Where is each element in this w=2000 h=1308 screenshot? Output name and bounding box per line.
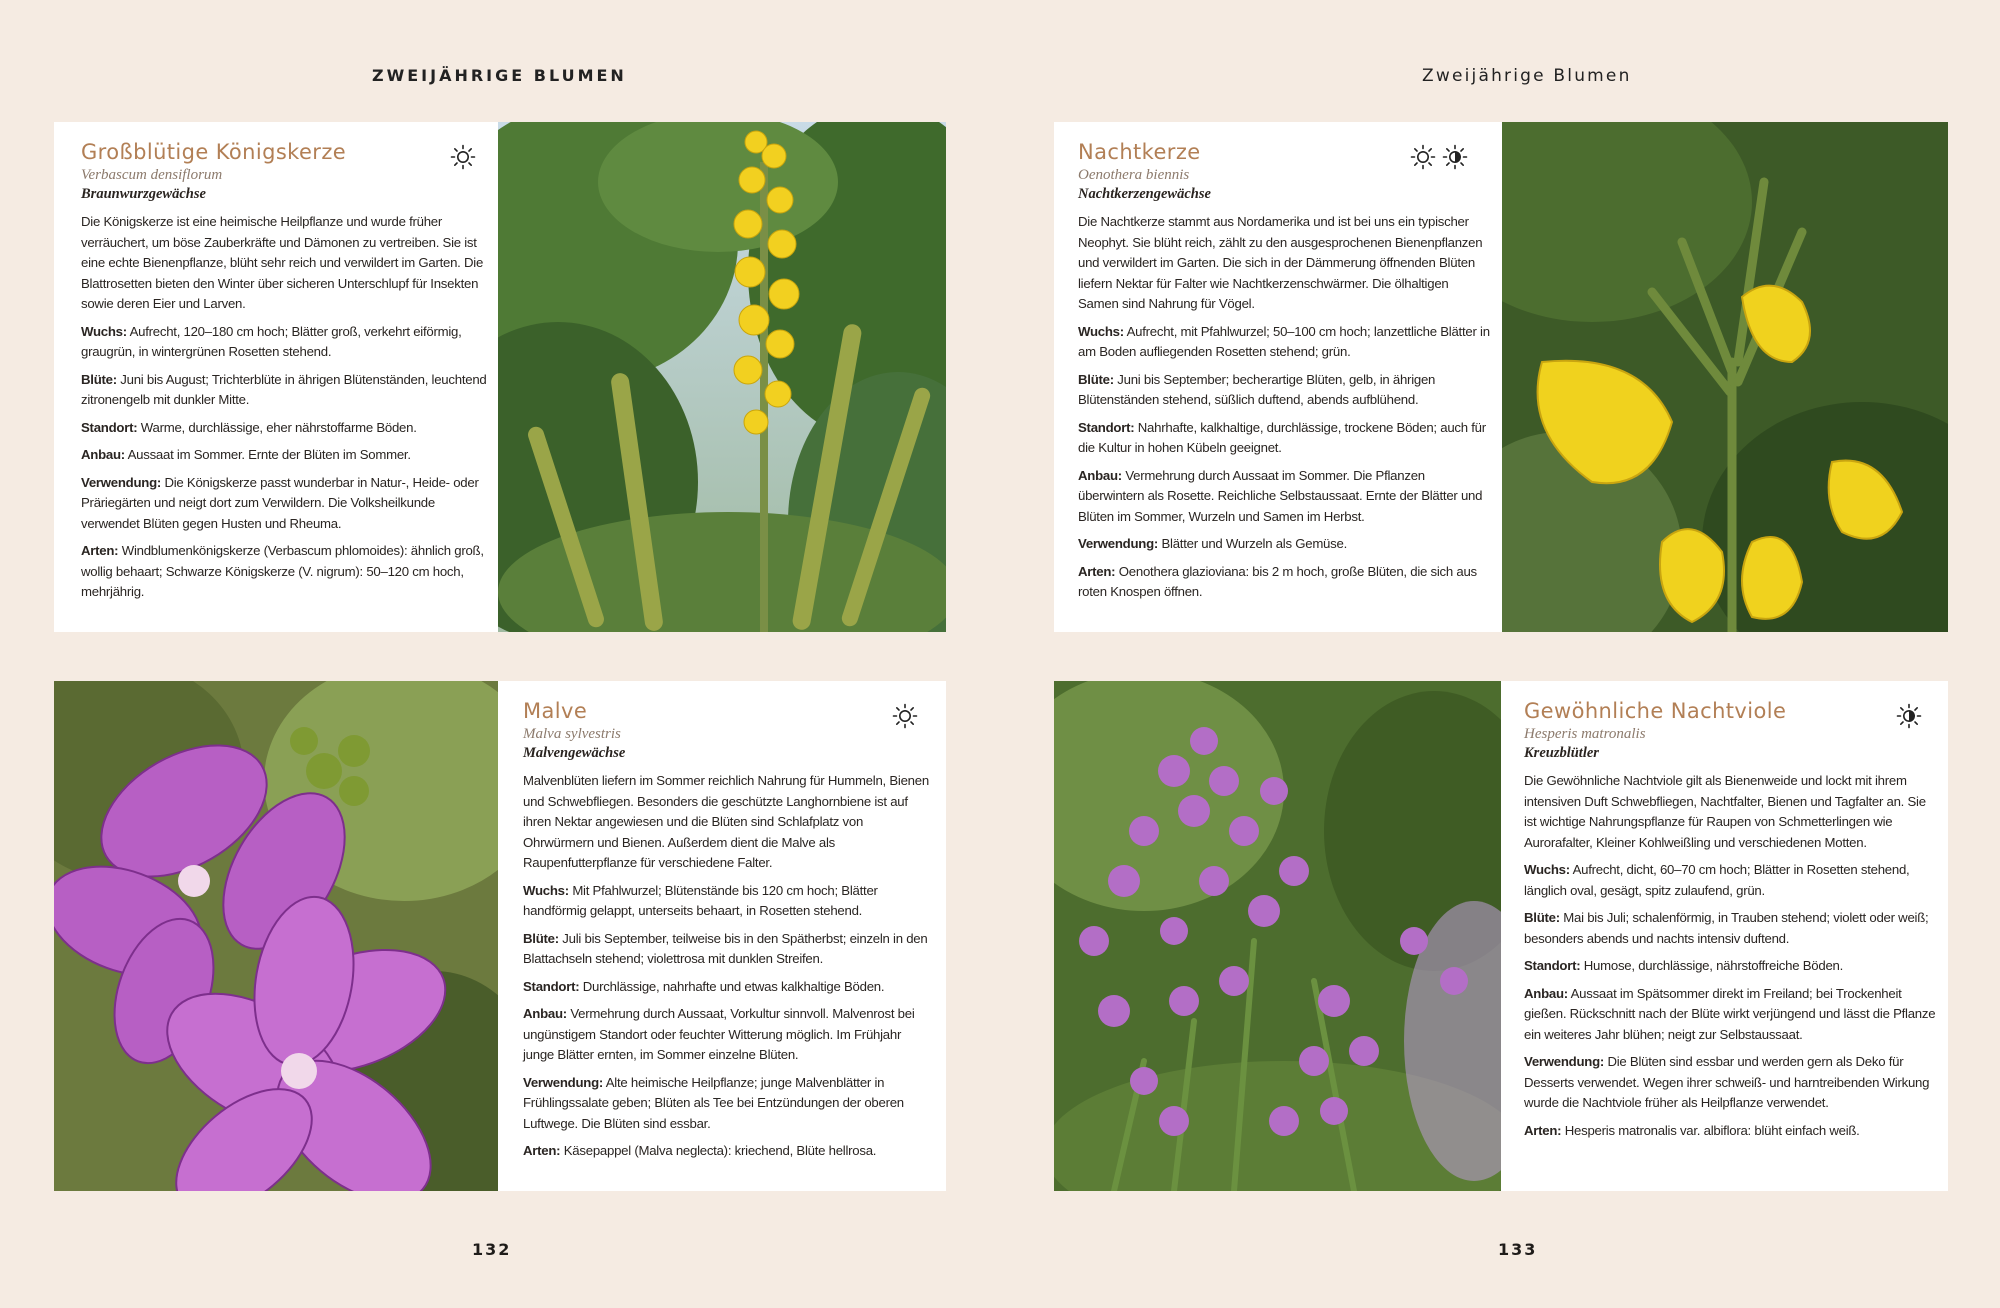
section-label: Wuchs: — [81, 323, 127, 339]
section-label: Standort: — [1078, 419, 1135, 435]
entry-section — [523, 1141, 935, 1162]
section-text: Aufrecht, mit Pfahlwurzel; 50–100 cm hoch; lanzettliche Blätter in am Boden aufliegenden Rosetten stehend; grün. — [1078, 323, 1490, 359]
half-sun-icon — [1896, 703, 1922, 729]
entry-title: Nachtkerze — [1078, 140, 1201, 164]
section-label: Standort: — [1524, 958, 1581, 973]
entry-intro: Die Gewöhnliche Nachtviole gilt als Bienenweide und lockt mit ihrem intensiven Duft Schwebfliegen, Nachtfalter, Bienen und Tagfalter an. Sie ist wichtige Nahrungspflanze für Raupen von Schmetterlingen wie Aurorafalter, Kleiner Kohlweißling und verschiedenen Motten. — [1524, 773, 1926, 850]
entry-section — [81, 322, 493, 363]
entry-latin-name: Oenothera biennis — [1078, 167, 1190, 183]
section-text: Nahrhafte, kalkhaltige, durchlässige, trockene Böden; auch für die Kultur in hohen Kübeln geeignet. — [1078, 419, 1486, 455]
entry-latin-name: Hesperis matronalis — [1524, 726, 1646, 742]
section-text: Vermehrung durch Aussaat im Sommer. Die Pflanzen überwintern als Rosette. Reichliche Selbstaussaat. Ernte der Blätter und Blüten im Sommer, Wurzeln und Samen im Herbst. — [1078, 467, 1483, 524]
page-number-right: 133 — [1498, 1240, 1538, 1259]
entry-section — [1524, 860, 1938, 901]
entry-section — [1078, 322, 1492, 363]
section-text: Aufrecht, dicht, 60–70 cm hoch; Blätter in Rosetten stehend, länglich oval, gesägt, spitz zulaufend, grün. — [1524, 862, 1910, 898]
section-text: Mai bis Juli; schalenförmig, in Trauben stehend; violett oder weiß; besonders abends und nachts intensiv duftend. — [1524, 910, 1929, 946]
entry-section — [1524, 908, 1938, 949]
sun-icon — [450, 144, 476, 170]
entry-section — [1078, 418, 1492, 459]
photo-koenigskerze — [498, 122, 946, 632]
entry-section — [1524, 1121, 1938, 1142]
entry-intro: Die Königskerze ist eine heimische Heilpflanze und wurde früher verräuchert, um böse Zauberkräfte und Dämonen zu vertreiben. Sie ist eine echte Bienenpflanze, blüht sehr reich und verwildert im Garten. Die Blattrosetten bieten den Winter über sicheren Unterschlupf für Insekten sowie deren Eier und Larven. — [81, 214, 484, 311]
entry-title: Malve — [523, 699, 588, 723]
section-label: Anbau: — [1524, 985, 1568, 1001]
section-label: Blüte: — [81, 371, 117, 387]
section-label: Blüte: — [1524, 910, 1560, 925]
entry-section — [1524, 984, 1938, 1046]
entry-section — [81, 418, 493, 439]
entry-section — [1078, 466, 1492, 528]
section-label: Anbau: — [523, 1006, 567, 1021]
section-text: Juli bis September, teilweise bis in den Spätherbst; einzeln in den Blattachseln stehend; violettrosa mit dunklen Streifen. — [523, 930, 928, 966]
page-number-left: 132 — [472, 1240, 512, 1259]
entry-section — [1524, 1052, 1938, 1114]
entry-body — [1524, 771, 1938, 1141]
entry-intro: Die Nachtkerze stammt aus Nordamerika und ist bei uns ein typischer Neophyt. Sie blüht reich, zählt zu den ausgesprochenen Bienenpflanzen und verwildert im Garten. Die sich in der Dämmerung öffnenden Blüten liefern Nektar für Falter wie Nachtkerzenschwärmer. Die ölhaltigen Samen sind Nahrung für Vögel. — [1078, 214, 1483, 311]
section-text: Humose, durchlässige, nährstoffreiche Böden. — [1583, 958, 1844, 973]
section-label: Blüte: — [523, 930, 559, 946]
section-label: Standort: — [81, 419, 138, 435]
section-label: Verwendung: — [1078, 536, 1159, 551]
section-label: Arten: — [1524, 1122, 1562, 1138]
entry-section — [523, 929, 935, 970]
entry-body — [81, 212, 493, 603]
section-text: Durchlässige, nahrhafte und etwas kalkhaltige Böden. — [582, 978, 885, 994]
entry-plant-family: Kreuzblütler — [1524, 745, 1599, 761]
section-label: Anbau: — [1078, 467, 1122, 483]
section-text: Windblumenkönigskerze (Verbascum phlomoides): ähnlich groß, wollig behaart; Schwarze Königskerze (V. nigrum): 50–120 cm hoch, mehrjährig. — [81, 543, 484, 599]
section-label: Verwendung: — [523, 1074, 604, 1090]
entry-section — [523, 977, 935, 998]
section-text: Juni bis September; becherartige Blüten, gelb, in ährigen Blütenständen stehend, süßlich duftend, abends aufblühend. — [1078, 371, 1436, 407]
section-text: Hesperis matronalis var. albiflora: blüht einfach weiß. — [1564, 1122, 1860, 1138]
section-text: Vermehrung durch Aussaat, Vorkultur sinnvoll. Malvenrost bei ungünstigem Standort oder feuchter Witterung möglich. Im Frühjahr junge Blätter ernten, im Sommer einzelne Blüten. — [523, 1006, 915, 1062]
entry-section — [523, 1073, 935, 1135]
entry-plant-family: Malvengewächse — [523, 745, 626, 761]
photo-nachtkerze — [1502, 122, 1948, 632]
entry-section — [81, 445, 493, 466]
section-text: Aufrecht, 120–180 cm hoch; Blätter groß, verkehrt eiförmig, graugrün, in wintergrünen Rosetten stehend. — [81, 323, 462, 359]
photo-malve — [54, 681, 498, 1191]
entry-section — [81, 541, 493, 603]
section-label: Blüte: — [1078, 371, 1114, 387]
entry-section — [1524, 956, 1938, 977]
section-label: Wuchs: — [1078, 323, 1124, 339]
entry-title: Gewöhnliche Nachtviole — [1524, 699, 1787, 723]
section-text: Warme, durchlässige, eher nährstoffarme Böden. — [140, 419, 417, 435]
entry-plant-family: Braunwurzgewächse — [81, 186, 206, 202]
section-text: Käsepappel (Malva neglecta): kriechend, Blüte hellrosa. — [563, 1143, 877, 1158]
entry-section — [1078, 562, 1492, 603]
section-label: Verwendung: — [81, 474, 162, 490]
entry-card-malve — [54, 681, 946, 1191]
entry-intro: Malvenblüten liefern im Sommer reichlich Nahrung für Hummeln, Bienen und Schwebfliegen. Besonders die geschützte Langhornbiene ist auf ihren Nektar angewiesen und die Blüten sind Schlafplatz von Ohrwürmern und Bienen. Außerdem dient die Malve als Raupenfutterpflanze für verschiedene Falter. — [523, 773, 929, 870]
section-text: Juni bis August; Trichterblüte in ährigen Blütenständen, leuchtend zitronengelb mit dunkler Mitte. — [81, 371, 487, 407]
section-text: Mit Pfahlwurzel; Blütenstände bis 120 cm hoch; Blätter handförmig gelappt, unterseits behaart, in Rosetten stehend. — [523, 882, 878, 918]
section-text: Oenothera glazioviana: bis 2 m hoch, große Blüten, die sich aus roten Knospen öffnen. — [1078, 563, 1477, 599]
section-text: Alte heimische Heilpflanze; junge Malvenblätter in Frühlingssalate geben; Blüten als Tee bei Entzündungen der oberen Luftwege. Die Blüten sind essbar. — [523, 1074, 904, 1131]
entry-section — [81, 473, 493, 535]
section-label: Wuchs: — [523, 882, 569, 898]
section-label: Anbau: — [81, 447, 125, 462]
section-label: Arten: — [81, 543, 119, 558]
section-label: Wuchs: — [1524, 862, 1570, 877]
section-text: Aussaat im Spätsommer direkt im Freiland; bei Trockenheit gießen. Rückschnitt nach der Blüte wirkt verjüngend und lässt die Pflanze ein weiteres Jahr blühen; neigt zur Selbstaussaat. — [1524, 985, 1936, 1042]
running-head-left: ZWEIJÄHRIGE BLUMEN — [372, 66, 627, 85]
section-text: Blätter und Wurzeln als Gemüse. — [1161, 536, 1347, 551]
section-text: Die Königskerze passt wunderbar in Natur-, Heide- oder Präriegärten und neigt dort zum Verwildern. Die Volksheilkunde verwendet Blüten gegen Husten und Rheuma. — [81, 474, 479, 531]
section-label: Standort: — [523, 978, 580, 994]
entry-section — [523, 1004, 935, 1066]
entry-section — [1078, 534, 1492, 555]
entry-section — [1078, 370, 1492, 411]
section-label: Verwendung: — [1524, 1054, 1605, 1069]
entry-latin-name: Malva sylvestris — [523, 726, 621, 742]
section-text: Aussaat im Sommer. Ernte der Blüten im Sommer. — [127, 447, 411, 462]
entry-title: Großblütige Königskerze — [81, 140, 347, 164]
entry-latin-name: Verbascum densiflorum — [81, 167, 223, 183]
sun-icon — [892, 703, 918, 729]
section-label: Arten: — [1078, 563, 1116, 579]
photo-nachtviole — [1054, 681, 1501, 1191]
entry-card-koenigskerze — [54, 122, 946, 632]
entry-plant-family: Nachtkerzengewächse — [1078, 186, 1211, 202]
half-sun-icon — [1442, 144, 1468, 170]
entry-section — [81, 370, 493, 411]
entry-body — [523, 771, 935, 1162]
entry-section — [523, 881, 935, 922]
entry-card-nachtviole — [1054, 681, 1948, 1191]
section-label: Arten: — [523, 1143, 561, 1158]
entry-body — [1078, 212, 1492, 603]
entry-card-nachtkerze — [1054, 122, 1948, 632]
sun-icon — [1410, 144, 1436, 170]
section-text: Die Blüten sind essbar und werden gern als Deko für Desserts verwendet. Wegen ihrer schweiß- und harntreibenden Wirkung wurde die Nachtviole früher als Heilpflanze verwendet. — [1524, 1054, 1930, 1110]
running-head-right: Zweijährige Blumen — [1422, 66, 1632, 86]
